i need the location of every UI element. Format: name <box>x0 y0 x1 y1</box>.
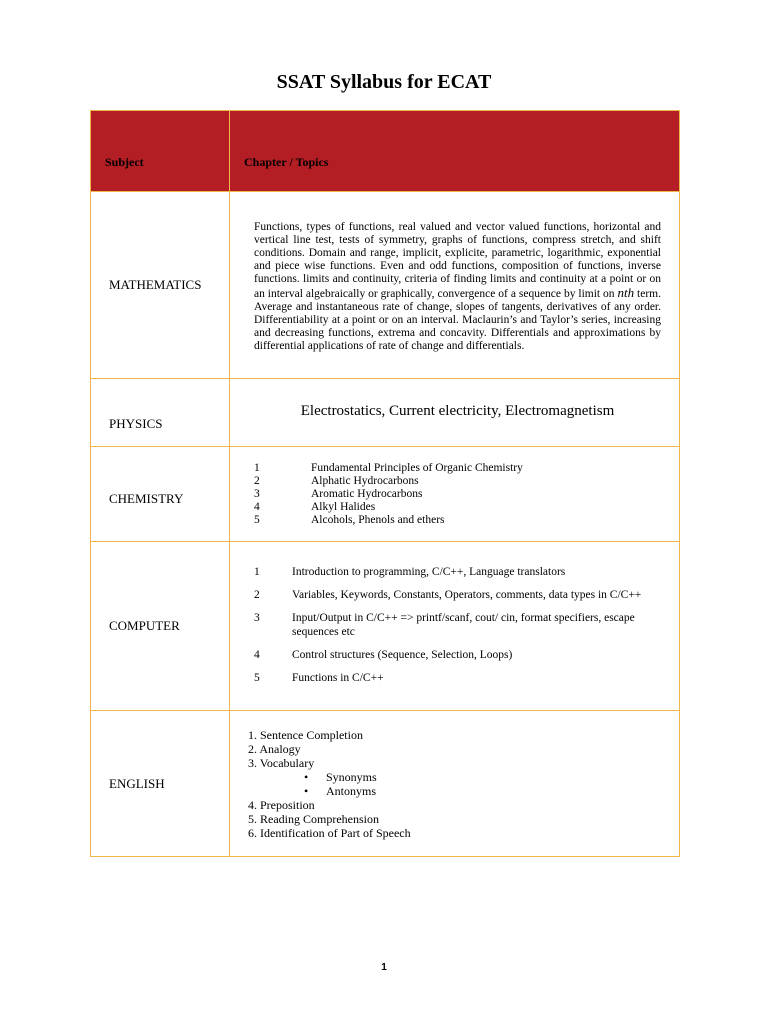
item-text: Fundamental Principles of Organic Chemistry <box>311 461 523 474</box>
item-number: 2 <box>254 588 260 601</box>
subject-english: ENGLISH <box>91 711 230 857</box>
page-title: SSAT Syllabus for ECAT <box>276 71 492 93</box>
item-number: 3 <box>254 487 260 500</box>
topics-computer <box>230 542 680 711</box>
table-row-mathematics <box>91 192 680 379</box>
list-item <box>254 588 661 602</box>
topics-physics: Electrostatics, Current electricity, Electromagnetism <box>230 379 680 447</box>
list-item: 2. Analogy <box>248 741 301 756</box>
topics-chemistry <box>230 447 680 542</box>
header-topics: Chapter / Topics <box>230 111 680 192</box>
chemistry-topic-list <box>254 462 661 527</box>
item-text: Input/Output in C/C++ => printf/scanf, cout/ cin, format specifiers, escape sequences etc <box>292 611 635 638</box>
bullet-item <box>248 784 661 798</box>
list-item: 6. Identification of Part of Speech <box>248 825 411 840</box>
bullet-text: Synonyms <box>326 769 377 784</box>
table-header-row <box>91 111 680 192</box>
bullet-icon: • <box>304 769 309 784</box>
table-row-computer <box>91 542 680 711</box>
list-item <box>254 648 661 662</box>
item-number: 2 <box>254 474 260 487</box>
list-item <box>254 611 661 639</box>
english-topic-list <box>248 728 661 840</box>
item-number: 1 <box>254 461 260 474</box>
list-item <box>254 488 661 501</box>
item-text: Introduction to programming, C/C++, Language translators <box>292 565 566 578</box>
item-text: Control structures (Sequence, Selection, Loops) <box>292 648 513 661</box>
list-item <box>254 671 661 685</box>
topics-mathematics <box>230 192 680 379</box>
item-number: 1 <box>254 565 260 578</box>
item-text: Variables, Keywords, Constants, Operators, comments, data types in C/C++ <box>292 588 642 601</box>
item-number: 3 <box>254 611 260 624</box>
item-text: Alcohols, Phenols and ethers <box>311 513 445 526</box>
bullet-text: Antonyms <box>326 783 377 798</box>
item-number: 5 <box>254 513 260 526</box>
subject-physics: PHYSICS <box>91 379 230 447</box>
list-item <box>254 514 661 527</box>
computer-topic-list <box>254 565 661 685</box>
syllabus-table <box>90 110 680 857</box>
table-row-physics <box>91 379 680 447</box>
table-row-chemistry <box>91 447 680 542</box>
mathematics-text-part-b: term. Average and instantaneous rate of change, slopes of tangents, derivatives of any order. Differentiability at a point or on an interval. Maclaurin’s and Taylor’s series, increasing and decreasing functions, extrema and concavity. Differentials and approximations by differential applications of rate of change and differentials. <box>254 288 661 352</box>
list-item: 5. Reading Comprehension <box>248 811 379 826</box>
list-item <box>254 565 661 579</box>
bullet-icon: • <box>304 783 309 798</box>
list-item <box>254 501 661 514</box>
subject-mathematics: MATHEMATICS <box>91 192 230 379</box>
item-number: 4 <box>254 648 260 661</box>
mathematics-text-italic: nth <box>617 285 635 300</box>
item-text: Aromatic Hydrocarbons <box>311 487 423 500</box>
subject-computer: COMPUTER <box>91 542 230 711</box>
header-subject: Subject <box>91 111 230 192</box>
list-item <box>254 475 661 488</box>
subject-chemistry: CHEMISTRY <box>91 447 230 542</box>
bullet-item <box>248 770 661 784</box>
topics-english <box>230 711 680 857</box>
item-number: 5 <box>254 671 260 684</box>
item-text: Alkyl Halides <box>311 500 376 513</box>
item-text: Functions in C/C++ <box>292 671 384 684</box>
list-item: 1. Sentence Completion <box>248 727 363 742</box>
list-item: 3. Vocabulary <box>248 755 315 770</box>
list-item <box>254 462 661 475</box>
mathematics-topics-text <box>254 217 661 353</box>
page-number: 1 <box>381 962 387 973</box>
table-row-english <box>91 711 680 857</box>
item-text: Alphatic Hydrocarbons <box>311 474 419 487</box>
mathematics-text-part-a: Functions, types of functions, real valued and vector valued functions, horizontal and vertical line test, tests of symmetry, graphs of functions, compress stretch, and shift conditions. Domain and range, implicit, explicite, parametric, logarithmic, exponential and piece wise functions. Even and odd functions, composition of functions, inverse functions. limits and continuity, criteria of finding limits and continuity at a point or on an interval algebraically or graphically, convergence of a sequence by limit on <box>254 221 661 300</box>
item-number: 4 <box>254 500 260 513</box>
list-item: 4. Preposition <box>248 797 315 812</box>
